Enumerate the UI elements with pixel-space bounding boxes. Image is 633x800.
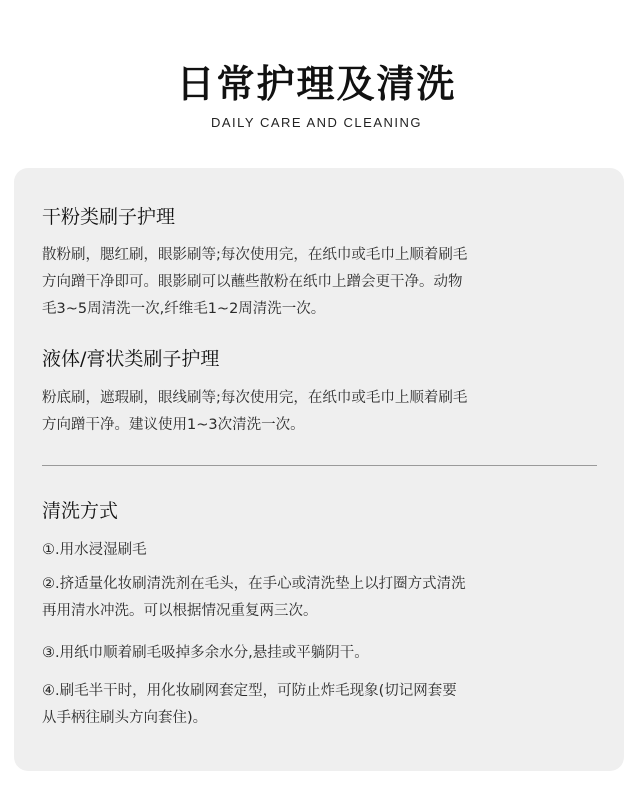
section-divider [42,465,597,466]
cleaning-step-2 [42,571,466,625]
care-card [14,168,624,771]
liquid-cream-brush-text [42,385,467,439]
section-heading-cleaning-method: 清洗方式 [42,500,119,522]
text-line: 方向蹭干净。建议使用1~3次清洗一次。 [42,417,305,433]
text-line: 粉底刷，遮瑕刷，眼线刷等;每次使用完，在纸巾或毛巾上顺着刷毛 [42,390,468,406]
text-line: 从手柄往刷头方向套住)。 [42,710,208,726]
text-line: ③.用纸巾顺着刷毛吸掉多余水分,悬挂或平躺阴干。 [42,645,369,661]
page-title: 日常护理及清洗 [176,61,457,106]
cleaning-step-4 [42,678,457,732]
cleaning-step-3 [42,640,369,667]
page-subtitle: DAILY CARE AND CLEANING [210,115,422,130]
text-line: 毛3~5周清洗一次,纤维毛1~2周清洗一次。 [42,301,326,317]
text-line: ②.挤适量化妆刷清洗剂在毛头，在手心或清洗垫上以打圈方式清洗 [42,576,466,592]
text-line: 再用清水冲洗。可以根据情况重复两三次。 [42,603,318,619]
dry-powder-brush-text [42,242,467,323]
page-header [0,58,633,132]
text-line: ④.刷毛半干时，用化妆刷网套定型，可防止炸毛现象(切记网套要 [42,683,457,699]
section-heading-dry-powder-brushes: 干粉类刷子护理 [42,206,176,228]
text-line: 散粉刷，腮红刷，眼影刷等;每次使用完，在纸巾或毛巾上顺着刷毛 [42,247,468,263]
text-line: 方向蹭干净即可。眼影刷可以蘸些散粉在纸巾上蹭会更干净。动物 [42,274,463,290]
section-heading-liquid-cream-brushes: 液体/膏状类刷子护理 [42,348,220,370]
text-line: ①.用水浸湿刷毛 [42,542,147,558]
cleaning-step-1 [42,537,147,564]
